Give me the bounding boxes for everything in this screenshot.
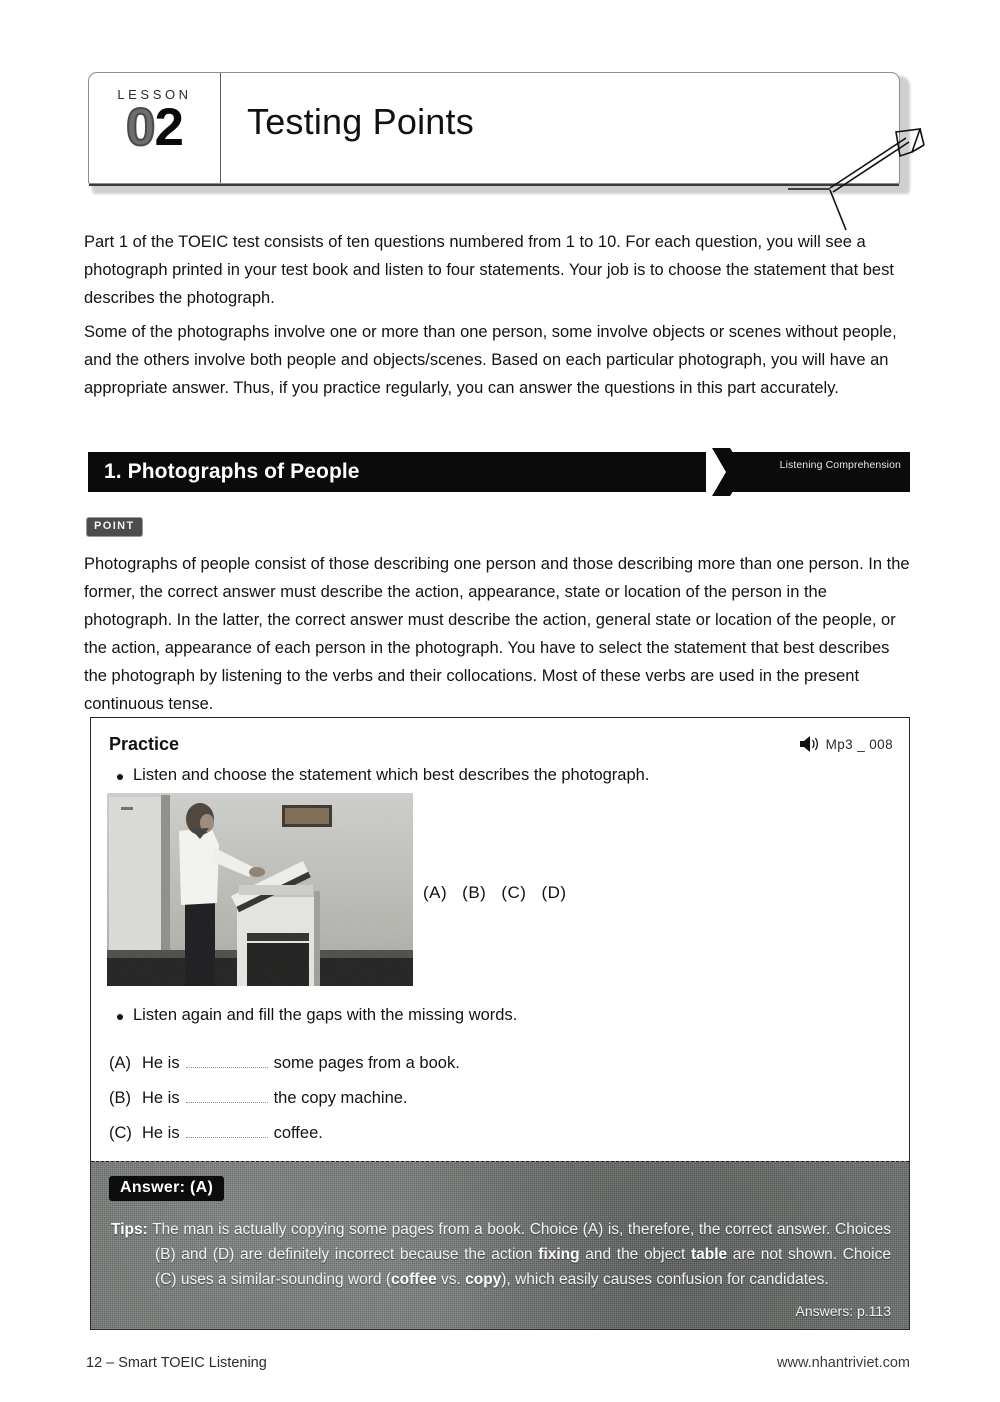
mp3-audio-tag[interactable] bbox=[798, 735, 893, 753]
gap-blank-c[interactable] bbox=[186, 1122, 268, 1138]
practice-box bbox=[90, 717, 910, 1330]
answer-badge: Answer: (A) bbox=[109, 1176, 224, 1201]
section-title: 1. Photographs of People bbox=[104, 460, 360, 483]
tips-part-3: are not shown. Choice (C) uses a similar-sounding word ( bbox=[155, 1246, 891, 1288]
tips-part-5: ), which easily causes confusion for candidates. bbox=[501, 1271, 829, 1288]
section-header-bar bbox=[88, 452, 910, 492]
choice-d[interactable]: (D) bbox=[541, 883, 567, 902]
instruction-1-text: Listen and choose the statement which best describes the photograph. bbox=[133, 766, 650, 784]
lesson-number bbox=[89, 100, 220, 156]
mp3-label: Mp3 _ 008 bbox=[825, 736, 893, 752]
arrow-wedge-icon bbox=[706, 448, 740, 496]
footer-book-title: 12 – Smart TOEIC Listening bbox=[86, 1355, 267, 1371]
gap-suffix-c: coffee. bbox=[273, 1124, 323, 1142]
gap-blank-a[interactable] bbox=[186, 1052, 268, 1068]
lesson-number-cell bbox=[89, 73, 221, 183]
point-paragraph: Photographs of people consist of those describing one person and those describing more than one person. In the former, the correct answer must describe the action, appearance, state or location of the person in the photograph. In the latter, the correct answer must describe the action, general state or location of the people, or the action, appearance of each person in the photograph. You have to select the statement that best describes the photograph by listening to the verbs and their collocations. Most of these verbs are used in the present continuous tense. bbox=[84, 555, 910, 713]
lesson-digit-two: 2 bbox=[154, 98, 183, 157]
instruction-2-text: Listen again and fill the gaps with the missing words. bbox=[133, 1006, 518, 1024]
gap-fill-row bbox=[109, 1083, 709, 1113]
practice-instruction-2 bbox=[117, 1006, 517, 1025]
intro-paragraph-2: Some of the photographs involve one or more than one person, some involve objects or scenes without people, and the others involve both people and objects/scenes. Based on each particular photograph, you will have an appropriate answer. Thus, if you practice regularly, you can answer the questions in this part accurately. bbox=[84, 323, 897, 397]
header-box bbox=[88, 72, 900, 184]
lesson-digit-zero: 0 bbox=[126, 98, 155, 157]
point-badge: POINT bbox=[86, 517, 143, 537]
gap-letter-c: (C) bbox=[109, 1124, 132, 1142]
page-title: Testing Points bbox=[247, 101, 474, 142]
tips-bold-fixing: fixing bbox=[538, 1246, 580, 1263]
gap-prefix-a: He is bbox=[142, 1054, 180, 1072]
lesson-word-label: LESSON bbox=[117, 87, 192, 102]
gap-fill-row bbox=[109, 1118, 709, 1148]
tips-part-4: vs. bbox=[436, 1271, 466, 1288]
section-subject-label: Listening Comprehension bbox=[779, 459, 901, 471]
tips-bold-table: table bbox=[690, 1246, 728, 1263]
choice-a[interactable]: (A) bbox=[423, 883, 448, 902]
speaker-icon bbox=[798, 735, 820, 753]
footer-website[interactable]: www.nhantriviet.com bbox=[777, 1355, 910, 1371]
tips-part-1: The man is actually copying some pages from a book. Choice (A) is, therefore, the correct answer. Choices (B) and (D) are definitely incorrect because the action bbox=[147, 1221, 891, 1263]
photo-graphic bbox=[107, 793, 413, 986]
gap-letter-a: (A) bbox=[109, 1054, 131, 1072]
tips-text bbox=[111, 1217, 891, 1292]
choice-b[interactable]: (B) bbox=[462, 883, 487, 902]
tips-bold-copy: copy bbox=[465, 1271, 502, 1288]
intro-paragraph-1: Part 1 of the TOEIC test consists of ten questions numbered from 1 to 10. For each question, you will see a photograph printed in your test book and listen to four statements. Your job is to choose the statement that best describes the photograph. bbox=[84, 233, 894, 307]
gap-blank-b[interactable] bbox=[186, 1087, 268, 1103]
practice-photograph bbox=[107, 793, 413, 986]
practice-instruction-1 bbox=[117, 766, 649, 785]
gap-letter-b: (B) bbox=[109, 1089, 131, 1107]
tips-part-2: and the object bbox=[579, 1246, 691, 1263]
tips-label: Tips: bbox=[111, 1221, 148, 1238]
gap-prefix-c: He is bbox=[142, 1124, 180, 1142]
gap-suffix-a: some pages from a book. bbox=[273, 1054, 460, 1072]
gap-suffix-b: the copy machine. bbox=[273, 1089, 408, 1107]
answer-choices-row bbox=[423, 883, 582, 903]
bullet-icon bbox=[117, 1014, 123, 1020]
choice-c[interactable]: (C) bbox=[501, 883, 527, 902]
practice-heading: Practice bbox=[109, 734, 180, 754]
tips-bold-coffee: coffee bbox=[391, 1271, 437, 1288]
gap-fill-row bbox=[109, 1048, 709, 1078]
lesson-header bbox=[88, 72, 910, 194]
answers-page-reference: Answers: p.113 bbox=[795, 1303, 891, 1319]
bullet-icon bbox=[117, 774, 123, 780]
gap-prefix-b: He is bbox=[142, 1089, 180, 1107]
tips-block bbox=[111, 1217, 891, 1292]
answer-explanation-panel bbox=[91, 1161, 909, 1329]
